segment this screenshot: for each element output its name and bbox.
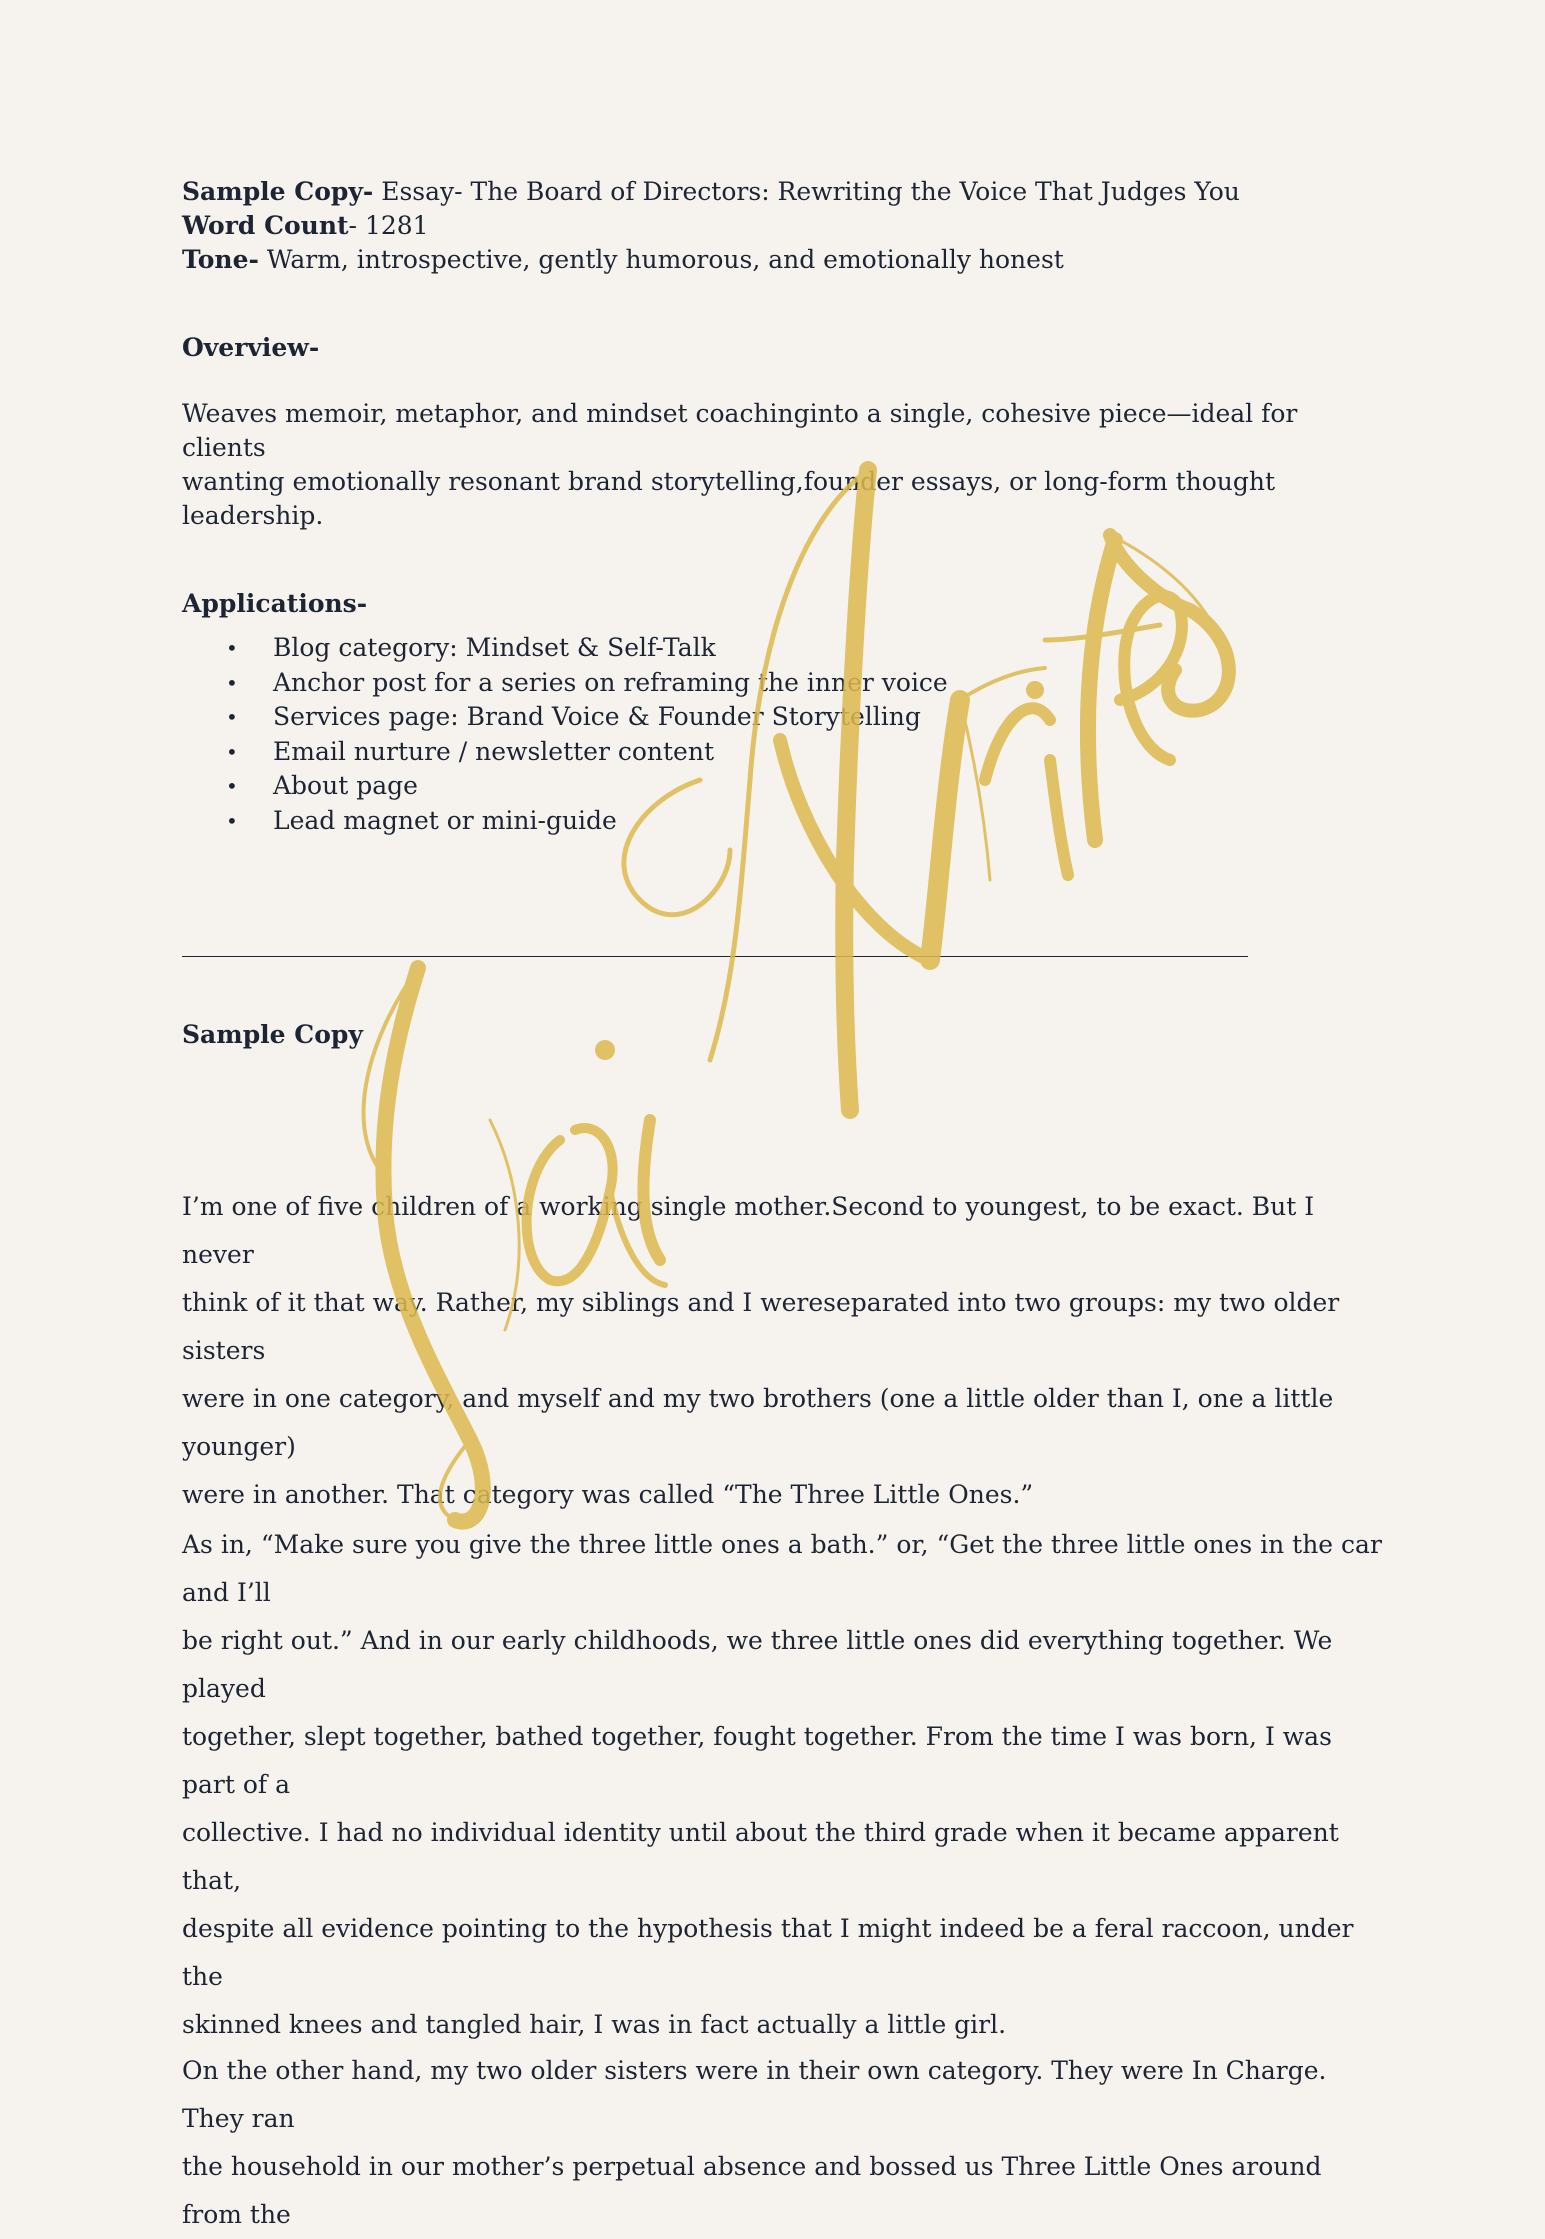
list-item-text: Anchor post for a series on reframing the inner voice xyxy=(273,667,948,697)
tone-line xyxy=(182,243,1382,277)
overview-line: wanting emotionally resonant brand storytelling,founder essays, or long-form thought leadership. xyxy=(182,467,1276,530)
list-item xyxy=(182,700,1382,735)
essay-line: skinned knees and tangled hair, I was in fact actually a little girl. xyxy=(182,2010,1007,2039)
sample-copy-value: Essay- The Board of Directors: Rewriting the Voice That Judges You xyxy=(373,177,1240,206)
essay-line: the household in our mother’s perpetual absence and bossed us Three Little Ones around from the xyxy=(182,2152,1322,2229)
essay-line: think of it that way. Rather, my siblings and I wereseparated into two groups: my two older sisters xyxy=(182,1288,1340,1365)
list-item xyxy=(182,666,1382,701)
overview-line: Weaves memoir, metaphor, and mindset coachinginto a single, cohesive piece—ideal for clients xyxy=(182,399,1298,462)
applications-heading: Applications- xyxy=(182,589,368,618)
tone-value: Warm, introspective, gently humorous, and emotionally honest xyxy=(258,245,1064,274)
watermark-dot xyxy=(595,1040,615,1060)
bullet: • xyxy=(226,705,238,729)
essay-line: collective. I had no individual identity until about the third grade when it became apparent that, xyxy=(182,1818,1339,1895)
bullet: • xyxy=(226,636,238,660)
bullet: • xyxy=(226,670,238,695)
sample-copy-heading: Sample Copy xyxy=(182,1020,363,1049)
list-item-text: Email nurture / newsletter content xyxy=(273,736,715,766)
overview-text xyxy=(182,397,1382,533)
bullet: • xyxy=(226,739,238,764)
essay-line: I’m one of five children of a working single mother.Second to youngest, to be exact. But I never xyxy=(182,1192,1315,1269)
essay-line: were in another. That category was called “The Three Little Ones.” xyxy=(182,1480,1034,1509)
list-item xyxy=(182,769,1382,804)
list-item-text: Lead magnet or mini-guide xyxy=(273,805,617,835)
list-item-text: Blog category: Mindset & Self-Talk xyxy=(273,633,716,662)
tone-label: Tone- xyxy=(182,245,259,274)
essay-text xyxy=(182,1183,1382,2239)
word-count-label: Word Count xyxy=(182,211,349,240)
horizontal-rule xyxy=(182,956,1248,957)
list-item-text: About page xyxy=(273,771,418,800)
list-item xyxy=(182,804,1382,839)
word-count-value: - 1281 xyxy=(348,211,429,240)
word-count-line xyxy=(182,209,1382,243)
watermark-stroke xyxy=(364,968,418,1170)
bullet: • xyxy=(226,774,238,798)
list-item-text: Services page: Brand Voice & Founder Storytelling xyxy=(273,702,921,731)
list-item xyxy=(182,631,1382,666)
bullet: • xyxy=(226,808,238,833)
list-item xyxy=(182,735,1382,770)
essay-line: As in, “Make sure you give the three little ones a bath.” or, “Get the three little ones in the car and I’ll xyxy=(182,1530,1382,1607)
essay-line: despite all evidence pointing to the hypothesis that I might indeed be a feral raccoon, under the xyxy=(182,1914,1354,1991)
essay-line: be right out.” And in our early childhoods, we three little ones did everything together. We played xyxy=(182,1626,1333,1703)
overview-heading: Overview- xyxy=(182,333,320,362)
essay-line: together, slept together, bathed together, fought together. From the time I was born, I was part of a xyxy=(182,1722,1332,1799)
applications-list xyxy=(182,631,1382,838)
essay-line: were in one category, and myself and my two brothers (one a little older than I, one a little younger) xyxy=(182,1384,1334,1461)
essay-line: On the other hand, my two older sisters were in their own category. They were In Charge. They ran xyxy=(182,2056,1327,2133)
sample-copy-line xyxy=(182,175,1382,209)
sample-copy-label: Sample Copy- xyxy=(182,177,374,206)
document-body xyxy=(182,175,1382,838)
